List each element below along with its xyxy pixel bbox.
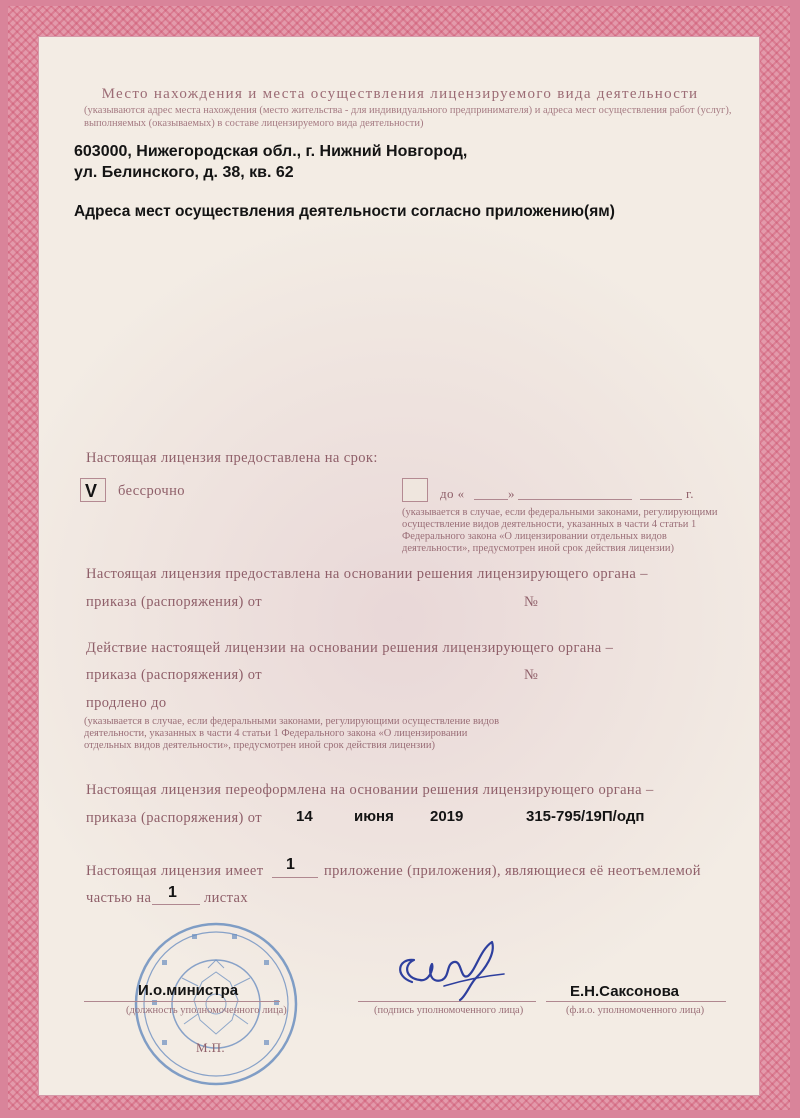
signature-note: (подпись уполномоченного лица) [374, 1005, 524, 1016]
location-note: (указываются адрес места нахождения (место жительства - для индивидуального предпринимателя) и адреса мест осуществления работ (услуг), выполняемых (оказываемых) в составе лицензируемого вида деятельности) [84, 105, 732, 129]
appendix-count-line [272, 877, 318, 878]
seal-place-mark: М.П. [196, 1040, 226, 1055]
until-mid: » [508, 486, 515, 501]
activity-places: Адреса мест осуществления деятельности согласно приложению(ям) [74, 203, 615, 220]
reissue-day: 14 [296, 808, 313, 825]
until-day-line [474, 499, 508, 500]
location-heading: Место нахождения и места осуществления лицензируемого вида деятельности [101, 86, 699, 102]
checkbox-check-mark: V [85, 481, 98, 501]
appendix-text-4: листах [204, 890, 249, 906]
year-suffix: г. [686, 486, 694, 501]
term-label: Настоящая лицензия предоставлена на срок: [86, 450, 378, 466]
until-year-line [640, 499, 682, 500]
handwritten-signature [384, 930, 514, 1010]
reissue-year: 2019 [430, 808, 464, 825]
appendix-text-3: частью на [86, 890, 152, 906]
appendix-sheets-line [152, 904, 200, 905]
name-line [546, 1001, 726, 1002]
extension-note: (указывается в случае, если федеральными законами, регулирующими осуществление видов деятельности, указанных в части 4 статьи 1 Федерального закона «О лицензировании отдельных видов деятельности», предусмотрен иной срок действия лицензии) [84, 716, 500, 751]
basis-line-2: приказа (распоряжения) от [86, 594, 262, 610]
reissue-line-2: приказа (распоряжения) от [86, 810, 262, 826]
appendix-count: 1 [286, 856, 295, 873]
indefinite-checkbox [80, 478, 106, 502]
appendix-text-2: приложение (приложения), являющиеся её неотъемлемой [324, 863, 701, 879]
extended-until-label: продлено до [86, 695, 167, 711]
basis-number-sign: № [524, 594, 539, 610]
reissue-line-1: Настоящая лицензия переоформлена на основании решения лицензирующего органа – [86, 782, 654, 798]
basis-line-1: Настоящая лицензия предоставлена на основании решения лицензирующего органа – [86, 566, 648, 582]
indefinite-label: бессрочно [118, 483, 185, 499]
until-checkbox [402, 478, 428, 502]
name-note: (ф.и.о. уполномоченного лица) [566, 1005, 705, 1016]
until-note: (указывается в случае, если федеральными законами, регулирующими осуществление видов деятельности, указанных в части 4 статьи 1 Федерального закона «О лицензировании отдельных видов деятельности», предусмотрен иной срок действия лицензии) [402, 507, 718, 554]
extension-line-1: Действие настоящей лицензии на основании решения лицензирующего органа – [86, 640, 614, 656]
extension-number-sign: № [524, 667, 539, 683]
address-line-1: 603000, Нижегородская обл., г. Нижний Новгород, [74, 143, 468, 160]
until-month-line [518, 499, 632, 500]
signatory-name: Е.Н.Саксонова [570, 983, 679, 1000]
address-line-2: ул. Белинского, д. 38, кв. 62 [74, 164, 294, 181]
reissue-order-number: 315-795/19П/одп [526, 808, 645, 825]
official-seal-stamp [132, 920, 300, 1088]
position-line [84, 1001, 280, 1002]
extension-line-2: приказа (распоряжения) от [86, 667, 262, 683]
position-note: (должность уполномоченного лица) [126, 1005, 287, 1016]
appendix-text-1: Настоящая лицензия имеет [86, 863, 264, 879]
reissue-month: июня [354, 808, 394, 825]
appendix-sheets: 1 [168, 884, 177, 901]
until-prefix: до « [440, 486, 465, 501]
signatory-position: И.о.министра [138, 982, 239, 999]
